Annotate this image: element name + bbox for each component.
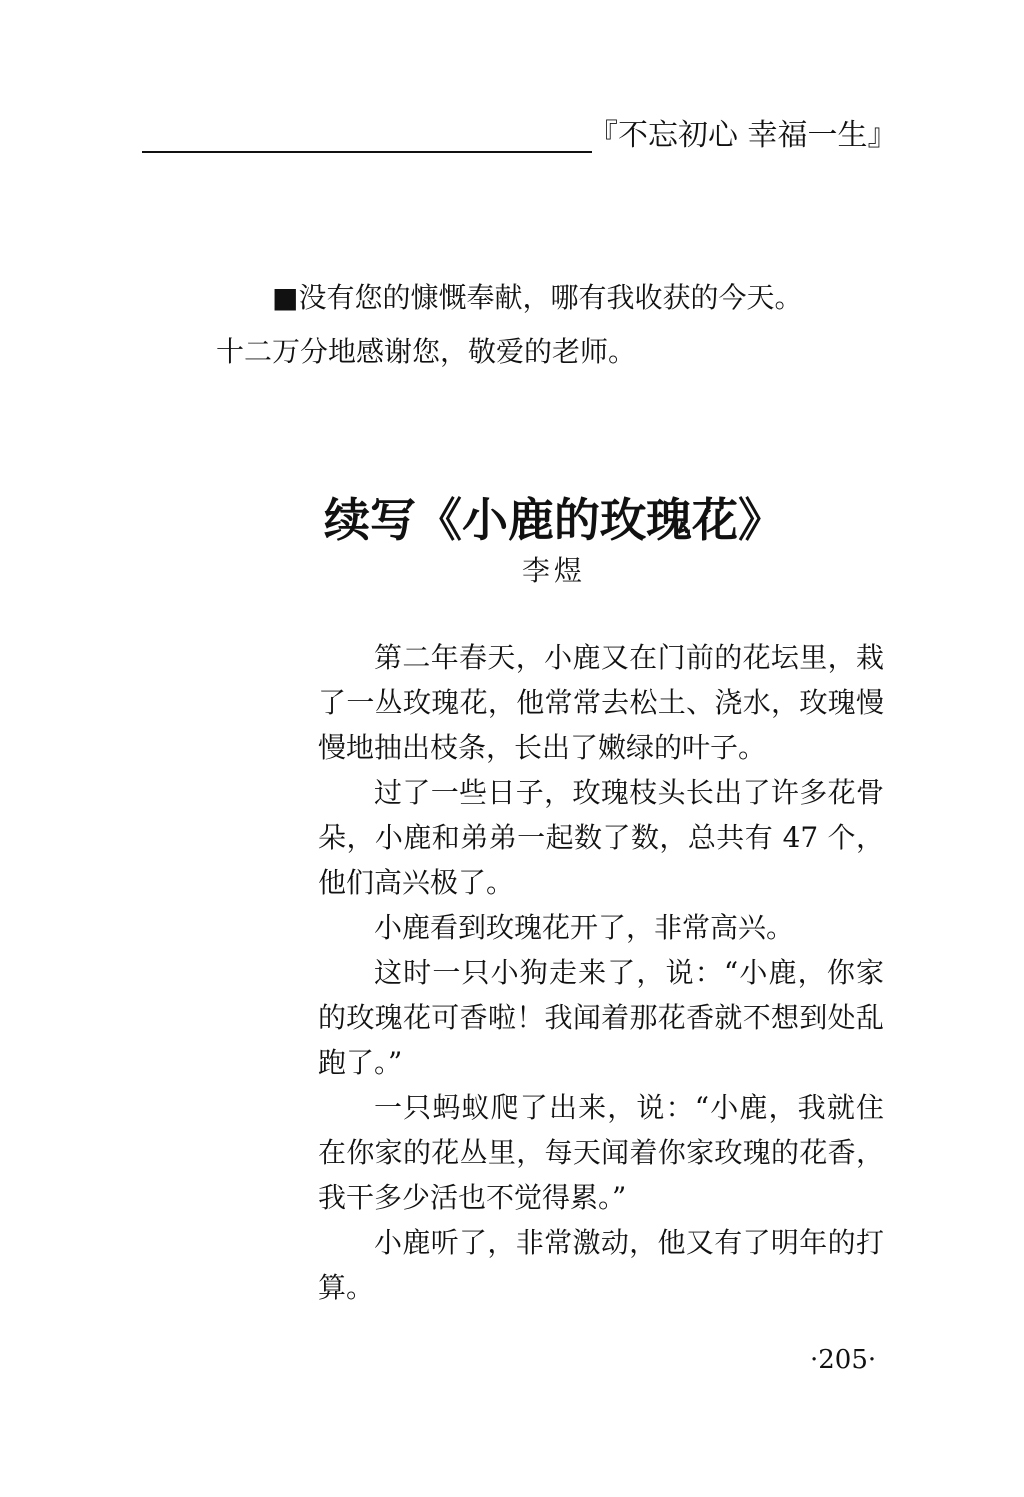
- paragraph: 第二年春天，小鹿又在门前的花坛里，栽了一丛玫瑰花，他常常去松土、浇水，玫瑰慢慢地抽出枝条，长出了嫩绿的叶子。: [318, 641, 884, 764]
- article-body: [318, 635, 884, 1310]
- paragraph: 过了一些日子，玫瑰枝头长出了许多花骨朵，小鹿和弟弟一起数了数，总共有 47 个，他们高兴极了。: [318, 776, 884, 899]
- header-rule: [142, 151, 592, 153]
- quote-line-2: 十二万分地感谢您，敬爱的老师。: [216, 335, 637, 368]
- article-author: 李煜: [521, 554, 586, 587]
- paragraph: 这时一只小狗走来了，说：“小鹿，你家的玫瑰花可香啦！我闻着那花香就不想到处乱跑了。”: [318, 956, 884, 1079]
- quote-line-1: ■没有您的慷慨奉献，哪有我收获的今天。: [272, 281, 803, 314]
- running-header-title: 『不忘初心 幸福一生』: [588, 118, 898, 153]
- article-title: 续写《小鹿的玫瑰花》: [324, 493, 784, 547]
- paragraph: 一只蚂蚁爬了出来，说：“小鹿，我就住在你家的花丛里，每天闻着你家玫瑰的花香，我干多少活也不觉得累。”: [318, 1091, 884, 1214]
- paragraph: 小鹿看到玫瑰花开了，非常高兴。: [374, 911, 795, 944]
- page-number: ·205·: [810, 1345, 877, 1375]
- paragraph: 小鹿听了，非常激动，他又有了明年的打算。: [318, 1226, 884, 1304]
